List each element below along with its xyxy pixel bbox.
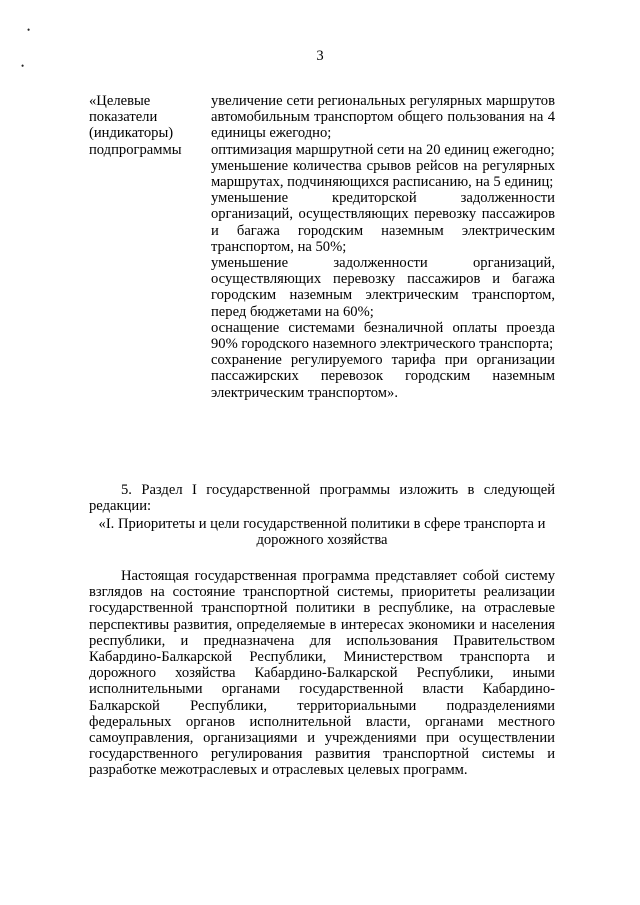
indicator-item: уменьшение кредиторской задолженности организаций, осуществляющих перевозку пассажиров и багажа городским наземным электрическим транспортом, на 50%; [211, 190, 555, 255]
section-amendment-paragraph: 5. Раздел I государственной программы изложить в следующей редакции: [89, 482, 555, 515]
indicator-item: увеличение сети региональных регулярных маршрутов автомобильным транспортом общего пользования на 4 единицы ежегодно; [211, 93, 555, 142]
scan-mark: • [27, 25, 31, 35]
indicator-item: сохранение регулируемого тарифа при организации пассажирских перевозок городским наземным электрическим транспортом». [211, 352, 555, 401]
body-paragraph: Настоящая государственная программа представляет собой систему взглядов на состояние транспортной системы, приоритеты реализации государственной транспортной политики в республике, на отраслевые перспективы развития, определяемые в интересах экономики и населения республики, и предназначена для использования Правительством Кабардино-Балкарской Республики, Министерством транспорта и дорожного хозяйства Кабардино-Балкарской Республики, иными исполнительными органами государственной власти Кабардино-Балкарской Республики, территориальными подразделениями федеральных органов исполнительной власти, органами местного самоуправления, организациями и учреждениями при осуществлении государственного регулирования развития транспортной системы и разработке межотраслевых и отраслевых целевых программ. [89, 568, 555, 779]
indicators-label: «Целевые показатели (индикаторы) подпрограммы [89, 93, 182, 158]
indicators-list [211, 93, 555, 401]
indicator-item: оптимизация маршрутной сети на 20 единиц ежегодно; [211, 141, 555, 158]
page-number: 3 [316, 48, 324, 64]
indicator-item: уменьшение количества срывов рейсов на регулярных маршрутах, подчиняющихся расписанию, на 5 единиц; [211, 157, 555, 191]
section-title: «I. Приоритеты и цели государственной политики в сфере транспорта и дорожного хозяйства [98, 516, 546, 549]
indicator-item: уменьшение задолженности организаций, осуществляющих перевозку пассажиров и багажа городским наземным электрическим транспортом, перед бюджетами на 60%; [211, 255, 555, 320]
indicator-item: оснащение системами безналичной оплаты проезда 90% городского наземного электрического транспорта; [211, 319, 555, 353]
scan-mark: • [21, 61, 25, 71]
